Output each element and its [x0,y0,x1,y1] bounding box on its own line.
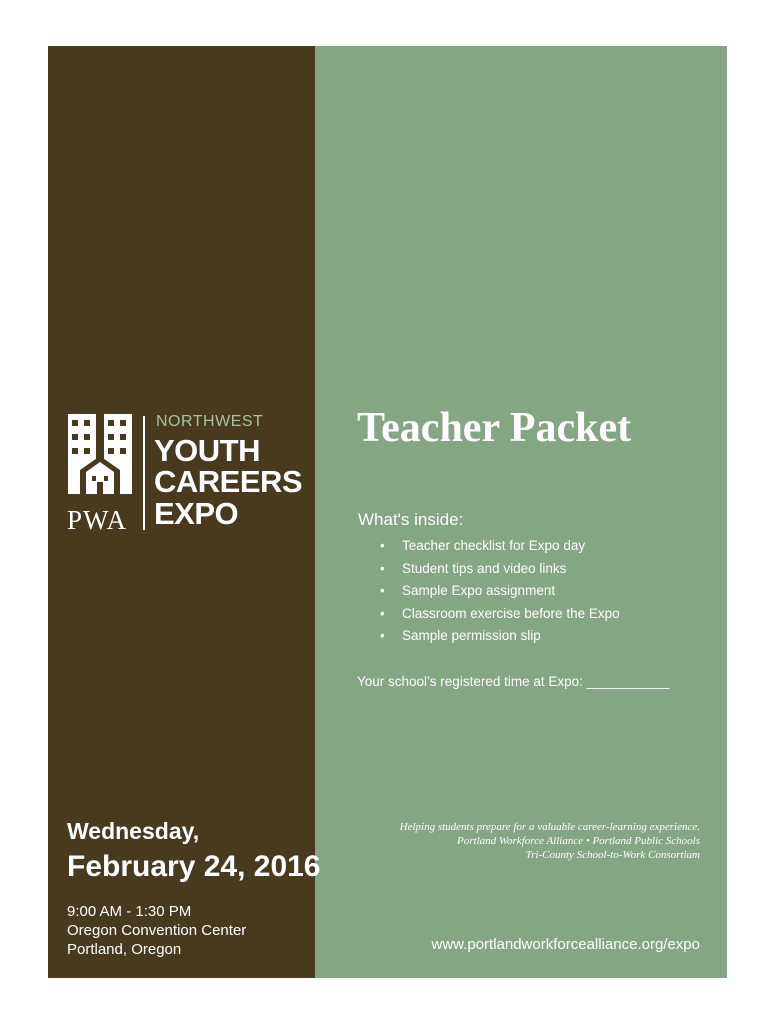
tagline-line-3: Tri-County School-to-Work Consortium [525,849,700,861]
list-item [380,605,620,628]
list-item-label: Sample Expo assignment [402,583,556,599]
list-item-label: Sample permission slip [402,628,541,644]
tagline-line-1: Helping students prepare for a valuable career-learning experience. [399,821,700,833]
event-venue: Oregon Convention Center [67,922,247,939]
list-item-label: Classroom exercise before the Expo [402,605,620,621]
logo-careers: CAREERS [154,464,303,499]
list-item-label: Student tips and video links [402,560,567,576]
event-city: Portland, Oregon [67,941,182,958]
logo-northwest: NORTHWEST [156,413,264,430]
logo-youth: YOUTH [154,433,260,468]
expo-logo [66,410,306,535]
page-title: Teacher Packet [357,405,632,451]
list-item [380,537,620,560]
event-day: Wednesday, [67,818,200,844]
event-time: 9:00 AM - 1:30 PM [67,903,192,920]
inside-heading: What's inside: [358,510,464,529]
contents-list [380,537,620,650]
bullet-icon: • [380,538,385,553]
tagline-line-2: Portland Workforce Alliance • Portland Public Schools [457,835,700,847]
logo-divider [143,416,145,530]
registered-time-line: Your school’s registered time at Expo: ___________ [357,674,670,689]
building-logo-icon [66,410,136,498]
list-item [380,582,620,605]
bullet-icon: • [380,583,385,599]
bullet-icon: • [380,628,385,644]
bullet-icon: • [380,605,385,621]
list-item-label: Teacher checklist for Expo day [402,538,586,553]
website-link[interactable]: www.portlandworkforcealliance.org/expo [431,936,700,953]
list-item [380,627,620,650]
bullet-icon: • [380,560,385,576]
tagline [340,820,700,862]
event-date: February 24, 2016 [67,850,321,883]
list-item [380,560,620,583]
logo-org-abbrev: PWA [67,505,128,535]
logo-expo: EXPO [154,496,239,531]
event-details [67,902,246,959]
